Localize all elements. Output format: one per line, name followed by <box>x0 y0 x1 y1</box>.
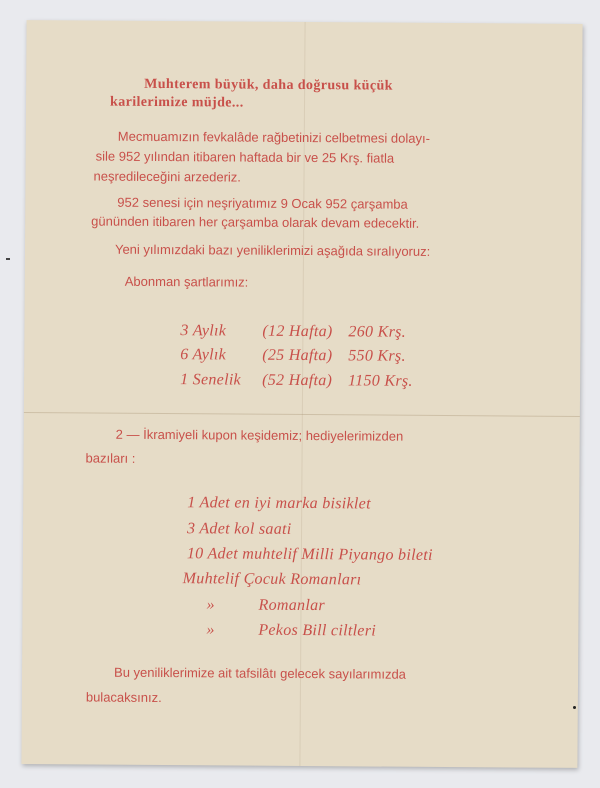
closing-line-2: bulacaksınız. <box>85 689 162 706</box>
subscription-heading: Abonman şartlarımız: <box>124 273 249 290</box>
headline-line-2: karilerimize müjde... <box>109 94 244 111</box>
prize-item: 1 Adet en iyi marka bisiklet <box>187 494 371 513</box>
subscription-weeks: (12 Hafta) <box>262 322 333 341</box>
prize-item: Muhtelif Çocuk Romanları <box>182 570 362 589</box>
paragraph-2-line-2: gününden itibaren her çarşamba olarak devam edecektir. <box>91 213 420 231</box>
edge-mark <box>6 258 10 260</box>
subscription-weeks: (25 Hafta) <box>262 346 333 365</box>
paragraph-1-line-2: sile 952 yılından itibaren haftada bir ve 25 Krş. fiatla <box>95 148 395 166</box>
prize-item: 10 Adet muhtelif Milli Piyango bileti <box>186 545 433 564</box>
paragraph-2-line-1: 952 senesi için neşriyatımız 9 Ocak 952 çarşamba <box>117 194 408 212</box>
prize-item: 3 Adet kol saati <box>186 520 292 538</box>
coupon-intro-line-1: 2 — İkramiyeli kupon keşidemiz; hediyelerimizden <box>115 426 404 444</box>
prize-item: Pekos Bill ciltleri <box>258 621 377 640</box>
subscription-price: 550 Krş. <box>348 347 406 365</box>
paragraph-1-line-1: Mecmuamızın fevkalâde rağbetinizi celbetmesi dolayı- <box>117 128 430 146</box>
ditto-mark: » <box>206 621 215 639</box>
prize-item: Romanlar <box>258 596 325 615</box>
paragraph-3: Yeni yılımızdaki bazı yeniliklerimizi aşağıda sıralıyoruz: <box>114 241 431 259</box>
subscription-period: 6 Aylık <box>180 346 227 364</box>
paragraph-1-line-3: neşredileceğini arzederiz. <box>93 168 241 185</box>
coupon-intro-line-2: bazıları : <box>85 450 136 466</box>
headline-line-1: Muhterem büyük, daha doğrusu küçük <box>144 76 393 94</box>
subscription-period: 1 Senelik <box>180 371 242 389</box>
subscription-period: 3 Aylık <box>180 322 227 340</box>
ditto-mark: » <box>206 596 215 614</box>
ink-speck <box>573 706 576 709</box>
subscription-price: 1150 Krş. <box>348 372 413 390</box>
subscription-weeks: (52 Hafta) <box>262 371 333 390</box>
paper-sheet <box>21 20 582 768</box>
closing-line-1: Bu yeniliklerimize ait tafsilâtı gelecek sayılarımızda <box>114 664 406 682</box>
subscription-price: 260 Krş. <box>348 323 407 341</box>
